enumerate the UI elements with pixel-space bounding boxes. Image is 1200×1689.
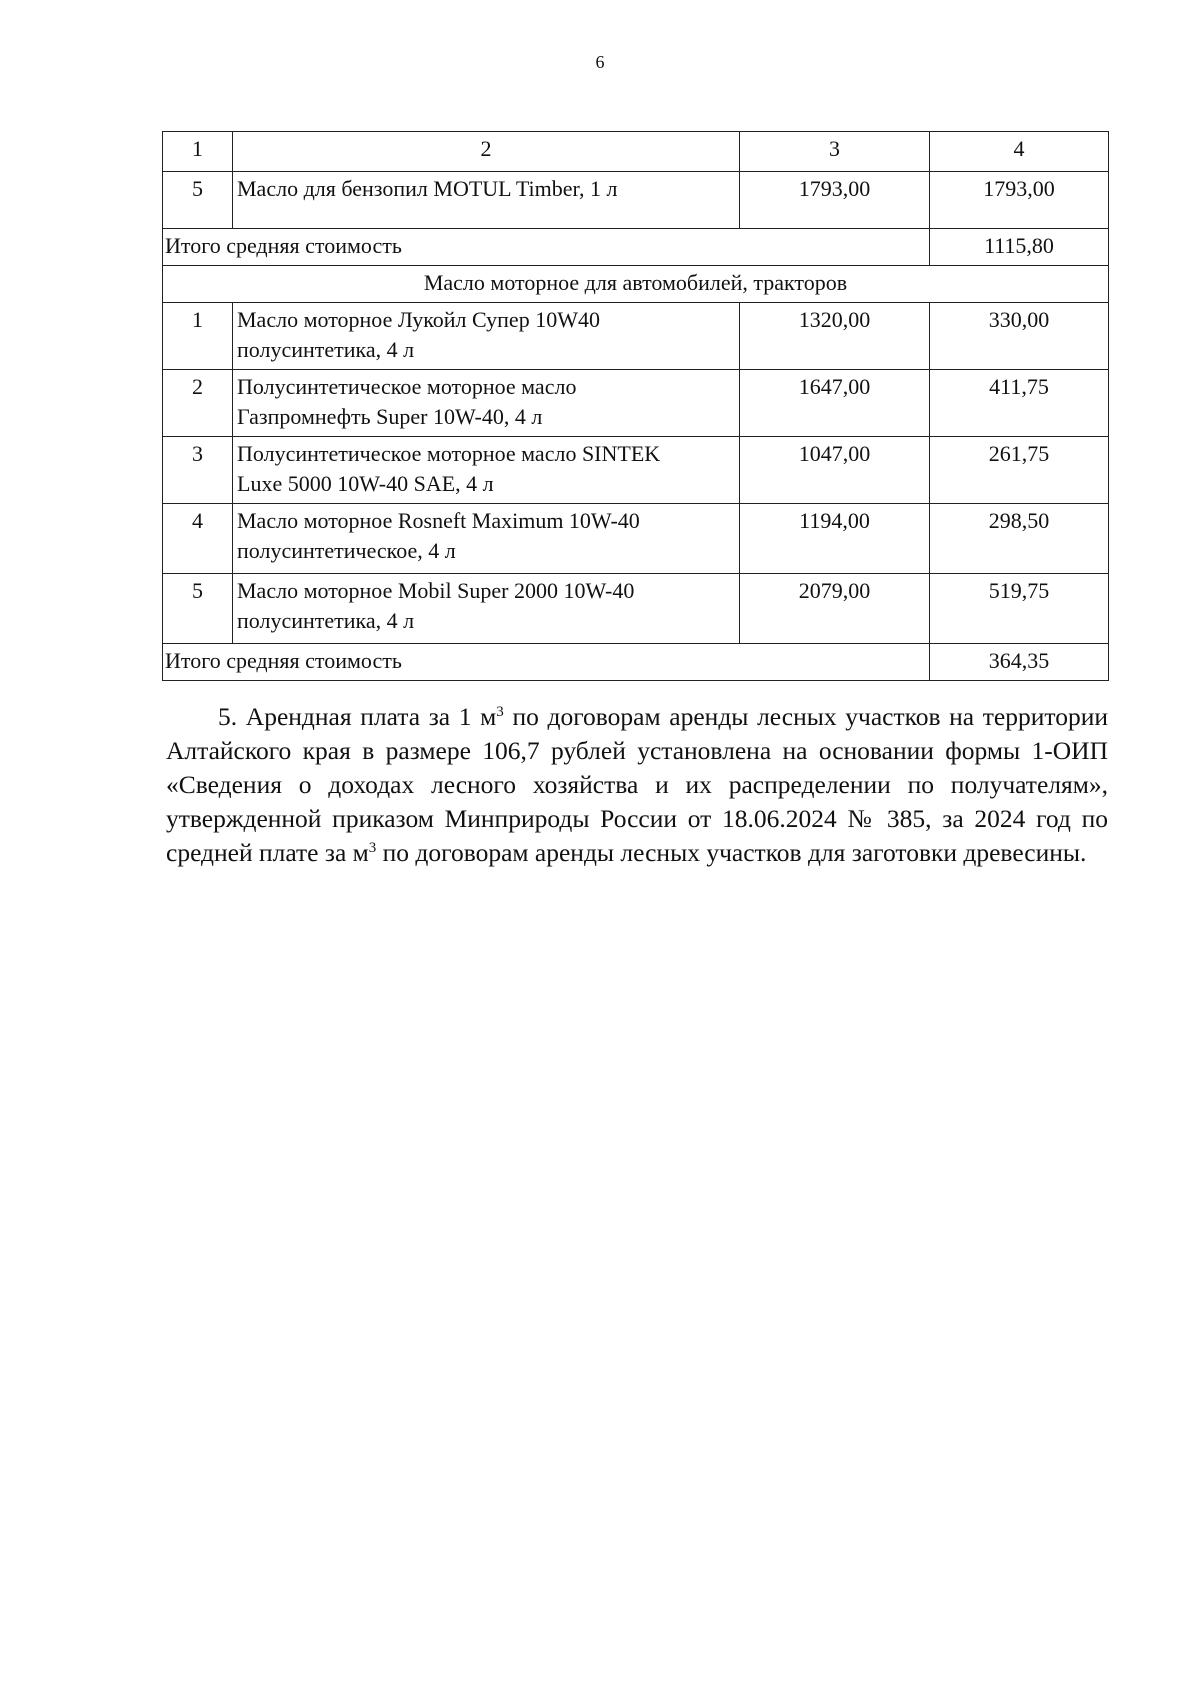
row-unit-price: 411,75	[930, 370, 1109, 437]
row-number: 5	[163, 172, 233, 229]
header-col-2: 2	[233, 132, 740, 172]
superscript: 3	[368, 840, 377, 856]
row-name-line: полусинтетика, 4 л	[237, 337, 415, 362]
table-row	[163, 574, 1109, 644]
row-price: 1320,00	[740, 303, 930, 370]
row-name: Масло для бензопил MOTUL Timber, 1 л	[233, 172, 740, 229]
row-name	[233, 574, 740, 644]
page-number: 6	[595, 52, 605, 72]
superscript: 3	[496, 704, 504, 720]
row-price: 1647,00	[740, 370, 930, 437]
row-name-line: Масло моторное Лукойл Супер 10W40	[237, 307, 600, 332]
paragraph-text: по договорам аренды лесных участков для заготовки древесины.	[376, 838, 1087, 867]
row-price: 1194,00	[740, 504, 930, 574]
total-row	[163, 229, 1109, 266]
total-value: 1115,80	[930, 229, 1109, 266]
row-number: 3	[163, 437, 233, 504]
table-row	[163, 437, 1109, 504]
row-unit-price: 519,75	[930, 574, 1109, 644]
row-unit-price: 298,50	[930, 504, 1109, 574]
table-row	[163, 172, 1109, 229]
row-number: 5	[163, 574, 233, 644]
price-table	[162, 131, 1109, 681]
row-price: 1047,00	[740, 437, 930, 504]
total-value: 364,35	[930, 644, 1109, 681]
section-row	[163, 266, 1109, 303]
paragraph-text: 5. Арендная плата за 1 м	[218, 702, 497, 731]
row-unit-price: 330,00	[930, 303, 1109, 370]
row-name	[233, 437, 740, 504]
total-label: Итого средняя стоимость	[163, 229, 930, 266]
row-name	[233, 504, 740, 574]
row-number: 4	[163, 504, 233, 574]
row-number: 1	[163, 303, 233, 370]
row-name-line: Luxe 5000 10W-40 SAE, 4 л	[237, 471, 494, 496]
table-row	[163, 504, 1109, 574]
total-row	[163, 644, 1109, 681]
row-price: 2079,00	[740, 574, 930, 644]
row-name	[233, 370, 740, 437]
header-col-3: 3	[740, 132, 930, 172]
total-label: Итого средняя стоимость	[163, 644, 930, 681]
table-header-row	[163, 132, 1109, 172]
row-name-line: Полусинтетическое моторное масло	[237, 374, 577, 399]
row-name-line: Масло моторное Rosneft Maximum 10W-40	[237, 508, 640, 533]
row-unit-price: 261,75	[930, 437, 1109, 504]
row-name	[233, 303, 740, 370]
row-name-line: Масло моторное Mobil Super 2000 10W-40	[237, 578, 635, 603]
body-paragraph	[166, 700, 1108, 870]
row-price: 1793,00	[740, 172, 930, 229]
row-name-line: полусинтетика, 4 л	[237, 608, 415, 633]
row-name-line: Газпромнефть Super 10W-40, 4 л	[237, 404, 543, 429]
header-col-1: 1	[163, 132, 233, 172]
row-number: 2	[163, 370, 233, 437]
section-title: Масло моторное для автомобилей, тракторов	[163, 266, 1109, 303]
paragraph-text: по договорам аренды лесных участков на территории Алтайского края в размере 106,7 рублей установлена на основании формы 1-ОИП «Сведения о доходах лесного хозяйства и их распределении по получателям», утвержденной приказом Минприроды России от 18.06.2024 № 385, за 2024 год по средней плате за м	[166, 702, 1108, 867]
header-col-4: 4	[930, 132, 1109, 172]
row-unit-price: 1793,00	[930, 172, 1109, 229]
table-row	[163, 370, 1109, 437]
row-name-line: Полусинтетическое моторное масло SINTEK	[237, 441, 661, 466]
table-row	[163, 303, 1109, 370]
row-name-line: полусинтетическое, 4 л	[237, 538, 456, 563]
